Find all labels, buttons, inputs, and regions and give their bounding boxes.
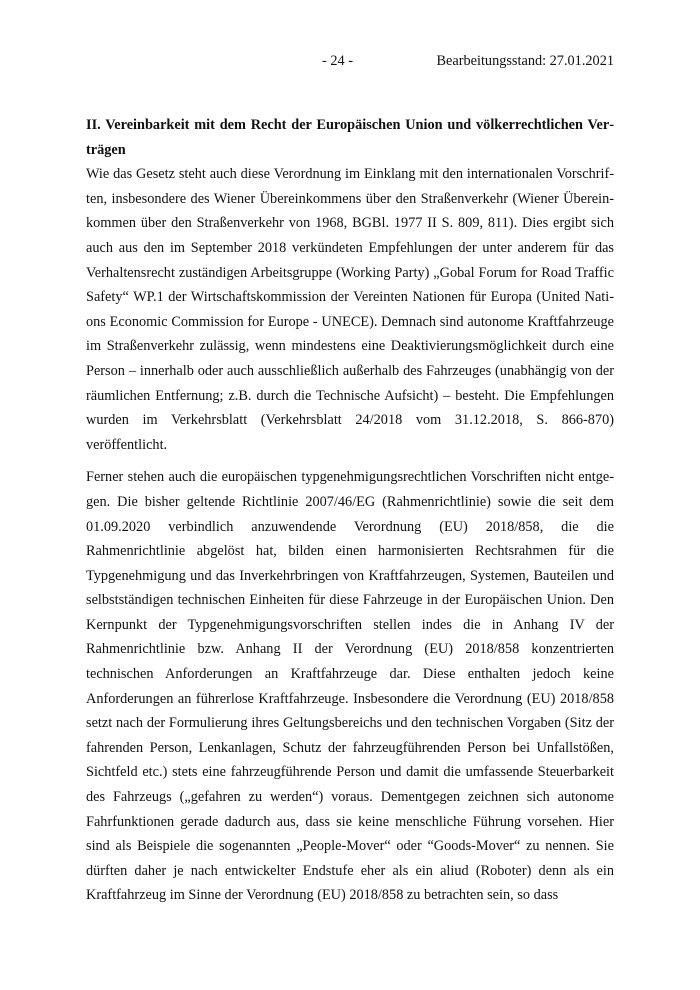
section-heading: II. Vereinbarkeit mit dem Recht der Europäischen Union und völkerrechtlichen Verträgen: [86, 117, 614, 158]
paragraph: Wie das Gesetz steht auch diese Verordnung im Einklang mit den internationalen Vorschriften, insbesondere des Wiener Übereinkommens über den Straßenverkehr (Wiener Übereinkommen über den Straßenverkehr von 1968, BGBl. 1977 II S. 809, 811). Dies ergibt sich auch aus den im September 2018 verkündeten Empfehlungen der unter anderem für das Verhaltensrecht zuständigen Arbeitsgruppe (Working Party) „Gobal Forum for Road Traffic Safety“ WP.1 der Wirtschaftskommission der Vereinten Nationen für Europa (United Nations Economic Commission for Europe - UNECE). Demnach sind autonome Kraftfahrzeuge im Straßenverkehr zulässig, wenn mindestens eine Deaktivierungsmöglichkeit durch eine Person – innerhalb oder auch ausschließlich außerhalb des Fahrzeuges (unabhängig von der räumlichen Entfernung; z.B. durch die Technische Aufsicht) – besteht. Die Empfehlungen wurden im Verkehrsblatt (Verkehrsblatt 24/2018 vom 31.12.2018, S. 866-870) veröffentlicht.: [86, 166, 614, 453]
page-number: - 24 -: [322, 53, 353, 69]
revision-status: Bearbeitungsstand: 27.01.2021: [436, 53, 614, 69]
paragraph: Ferner stehen auch die europäischen typgenehmigungsrechtlichen Vorschriften nicht entgegen. Die bisher geltende Richtlinie 2007/46/EG (Rahmenrichtlinie) sowie die seit dem 01.09.2020 verbindlich anzuwendende Verordnung (EU) 2018/858, die die Rahmenrichtlinie abgelöst hat, bilden einen harmonisierten Rechtsrahmen für die Typgenehmigung und das Inverkehrbringen von Kraftfahrzeugen, Systemen, Bauteilen und selbstständigen technischen Einheiten für diese Fahrzeuge in der Europäischen Union. Den Kernpunkt der Typgenehmigungsvorschriften stellen indes die in Anhang IV der Rahmenrichtlinie bzw. Anhang II der Verordnung (EU) 2018/858 konzentrierten technischen Anforderungen an Kraftfahrzeuge dar. Diese enthalten jedoch keine Anforderungen an führerlose Kraftfahrzeuge. Insbesondere die Verordnung (EU) 2018/858 setzt nach der Formulierung ihres Geltungsbereichs und den technischen Vorgaben (Sitz der fahrenden Person, Lenkanlagen, Schutz der fahrzeugführenden Person bei Unfallstößen, Sichtfeld etc.) stets eine fahrzeugführende Person und damit die umfassende Steuerbarkeit des Fahrzeugs („gefahren zu werden“) voraus. Dementgegen zeichnen sich autonome Fahrfunktionen gerade dadurch aus, dass sie keine menschliche Führung vorsehen. Hier sind als Beispiele die sogenannten „People-Mover“ oder “Goods-Mover“ zu nennen. Sie dürften daher je nach entwickelter Endstufe eher als ein aliud (Roboter) denn als ein Kraftfahrzeug im Sinne der Verordnung (EU) 2018/858 zu betrachten sein, so dass: [86, 469, 614, 904]
page-header: [86, 51, 614, 71]
document-body: [86, 113, 614, 908]
